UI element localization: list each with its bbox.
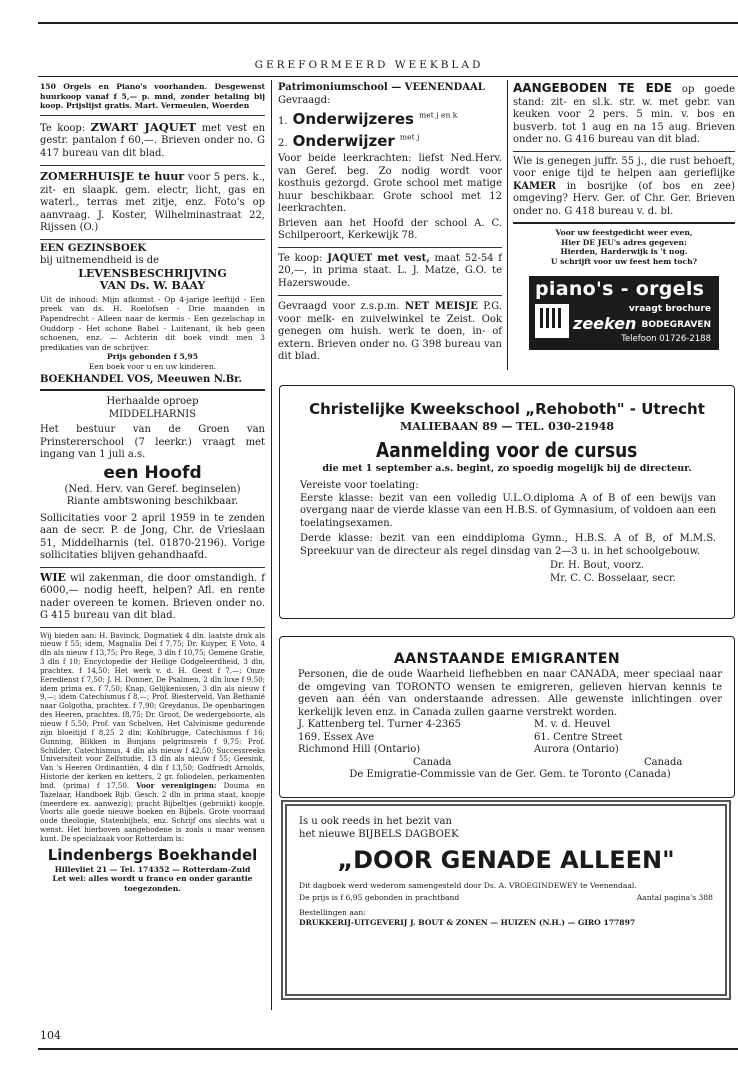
rehoboth-address: MALIEBAAN 89 — TEL. 030-21948 <box>400 420 614 433</box>
divider <box>40 165 265 166</box>
divider <box>40 239 265 240</box>
dagboek-pages: Aantal pagina's 388 <box>636 892 713 902</box>
rehoboth-headline <box>280 437 734 463</box>
piano-tel: Telefoon 01726-2188 <box>621 334 711 345</box>
divider <box>513 222 735 224</box>
zomerhuis-title: ZOMERHUISJE te huur <box>40 170 185 184</box>
dagboek-body <box>287 806 725 927</box>
poem-line: U schrijft voor uw feest hem toch? <box>550 256 698 266</box>
oproep-2: MIDDELHARNIS <box>108 408 197 420</box>
lind-ver-label: Voor verenigingen: <box>136 780 217 790</box>
rehoboth-headline-text: Aanmelding voor de cursus <box>376 438 638 462</box>
poem-line: Hier DE JEU's adres gegeven: <box>561 237 687 247</box>
emigr-footer: De Emigratie-Commissie van de Ger. Gem. te Toronto (Canada) <box>349 769 671 780</box>
pat-i2-num: 2. <box>278 137 288 149</box>
lind-list <box>40 632 265 844</box>
pat-item-2 <box>278 131 502 151</box>
gezin-sub: bij uitnemendheid is de <box>40 255 160 267</box>
gezin-book-1: LEVENSBESCHRIJVING <box>78 266 227 280</box>
piano-sub: vraagt brochure <box>628 304 711 315</box>
emigr-title: AANSTAANDE EMIGRANTEN <box>393 651 621 667</box>
ad-juffrouw <box>513 156 735 219</box>
column-divider-2 <box>507 80 508 370</box>
jaquet-text: met vest en gestr. pantalon f 60,—. Brieven onder no. G 417 bureau van dit blad. <box>40 122 266 159</box>
wie-text: wil zakenman, die door omstandigh. f 6000,— nodig heeft, helpen? Afl. en rente nader overeen te komen. Brieven onder no. G 415 bureau van dit blad. <box>40 572 265 622</box>
ad-net-meisje <box>278 301 502 364</box>
oproep-sol: Sollicitaties voor 2 april 1959 in te zenden aan de secr. P. de Jong, Chr. de Vrieslaan 51, Middelharnis (tel. 01870-2196). Vorige sollicitaties blijven gehandhaafd. <box>40 512 265 562</box>
gezin-title: EEN GEZINSBOEK <box>40 242 147 254</box>
dagboek-compiled: Dit dagboek werd wederom samengesteld door Ds. A. VROEGINDEWEY te Veenendaal. <box>299 881 637 890</box>
gezin-shop: BOEKHANDEL VOS, Meeuwen N.Br. <box>40 373 242 385</box>
divider <box>40 567 265 568</box>
juff-kamer: KAMER <box>513 180 557 192</box>
piano-brand: zeeken <box>573 314 637 334</box>
dagboek-title: „DOOR GENADE ALLEEN" <box>337 846 675 874</box>
ad-patrimonium <box>278 82 502 243</box>
meisje-text: P.G. voor melk- en zuivelwinkel te Zeist. Ook genegen om huish. werk te doen, in- of extern. Brieven onder no. G 398 bureau van dit blad. <box>278 301 502 362</box>
emigr-a2-line: Canada <box>644 756 683 768</box>
zomerhuis-text: voor 5 pers. k., zit- en slaapk. gem. electr, licht, gas en waterl., terras met zitje, enz. Foto's op aanvraag. J. Koster, Wilhelminastraat 22, Rijssen (O.) <box>40 172 265 234</box>
jaquet-title: ZWART JAQUET <box>90 119 197 134</box>
rehoboth-req-label: Vereiste voor toelating: <box>300 480 419 491</box>
piano-title: piano's - orgels <box>535 278 705 301</box>
rehoboth-body <box>280 474 734 585</box>
piano-town: BODEGRAVEN <box>641 320 711 331</box>
meisje-title: NET MEISJE <box>404 301 478 312</box>
lind-foot: Let wel: alles wordt u franco en onder garantie toegezonden. <box>52 874 253 893</box>
oproep-text: Het bestuur van de Groen van Prinstererschool (7 leerkr.) vraagt met ingang van 1 juli a.s. <box>40 424 265 461</box>
column-left <box>40 82 265 894</box>
emigr-address-1 <box>298 719 534 769</box>
pat-i1-num: 1. <box>278 116 288 127</box>
jaq2-title: JAQUET met vest, <box>327 252 430 264</box>
ad-rehoboth <box>279 385 735 619</box>
pat-i2-sub: met j <box>399 132 420 142</box>
emigr-a2-line: 61. Centre Street <box>534 731 623 743</box>
pat-i2: Onderwijzer <box>292 131 395 150</box>
rehoboth-title: Christelijke Kweekschool „Rehoboth" - Utrecht <box>309 400 705 418</box>
pat-text: Voor beide leerkrachten: liefst Ned.Herv. van Geref. beg. Zo nodig wordt voor kosthuis gezorgd. Grote school met matige huur beschikbaar. Grote school met 12 leerkrachten. <box>278 153 502 214</box>
lind-addr: Hillevliet 21 — Tel. 174352 — Rotterdam-Zuid <box>54 864 251 874</box>
ad-gezinsboek <box>40 243 265 386</box>
emigr-address-2 <box>534 719 682 769</box>
page-number: 104 <box>40 1029 61 1042</box>
divider <box>40 389 265 391</box>
emigr-a1-line: 169. Essex Ave <box>298 731 375 743</box>
ad-ede <box>513 82 735 147</box>
piano-keys-icon <box>535 304 569 338</box>
header-rule <box>38 76 738 77</box>
dagboek-l1: Is u ook reeds in het bezit van <box>299 816 452 827</box>
lind-ver-text: Douma en Tazelaar, Handboek Bijb. Gesch. 2 dln in prima staat, koopje (meerdere ex. aanwezig); pracht Bijbeltjes (gebruikt) koopje. Voorts alle goede nieuwe boeken en Bijbels. Grote voorraad oude theologie, Statenbijbels, enz. Schrijf ons slechts wat u wenst. Het hierboven aangebodene is zoals u maar wensen kunt. De specialzaak voor Rotterdam is: <box>40 780 265 843</box>
divider <box>278 295 502 296</box>
divider <box>278 247 502 248</box>
dagboek-order-label: Bestellingen aan: <box>299 908 366 918</box>
pat-item-1 <box>278 109 502 129</box>
column-right <box>513 82 735 350</box>
column-divider-1 <box>271 80 272 370</box>
ad-piano-orgels <box>529 276 719 350</box>
ad-middelharnis <box>40 396 265 563</box>
ad-zwart-jaquet <box>40 121 265 161</box>
running-header: GEREFORMEERD WEEKBLAD <box>254 59 484 71</box>
jaquet-intro: Te koop: <box>40 122 91 134</box>
emigr-body <box>280 667 734 782</box>
lind-name: Lindenbergs Boekhandel <box>47 845 258 864</box>
rehoboth-sig-1: Dr. H. Bout, voorz. <box>550 560 645 571</box>
oproep-big: een Hoofd <box>103 462 202 483</box>
oproep-kerk: (Ned. Herv. van Geref. beginselen) <box>64 483 241 495</box>
divider <box>40 627 265 628</box>
ede-title: AANGEBODEN TE EDE <box>513 81 672 95</box>
dagboek-price-row <box>299 893 713 903</box>
rehoboth-req-1: Eerste klasse: bezit van een volledig U.L.O.diploma A of B of een bewijs van overgang naar de vierde klasse van een H.B.S. of Gymnasium, of voldoen aan een toelatingsexamen. <box>300 492 716 529</box>
emigr-a1-line: Richmond Hill (Ontario) <box>298 744 421 755</box>
rehoboth-sig-2: Mr. C. C. Bosselaar, secr. <box>550 572 676 584</box>
gezin-tag: Een boek voor u en uw kinderen. <box>88 361 217 371</box>
emigr-a1-line: J. Kattenberg tel. Turner 4-2365 <box>298 719 461 730</box>
pat-gevraagd: Gevraagd: <box>278 94 331 106</box>
gezin-price: Prijs gebonden f 5,95 <box>106 352 198 362</box>
pat-i1: Onderwijzeres <box>292 110 414 128</box>
emigr-a1-line: Canada <box>413 756 452 768</box>
divider <box>40 115 265 116</box>
pat-i1-sub: met j en k <box>419 110 458 120</box>
ad-jaquet-vest <box>278 253 502 291</box>
pat-title: Patrimoniumschool — VEENENDAAL <box>278 82 485 93</box>
oproep-1: Herhaalde oproep <box>106 396 199 408</box>
column-middle <box>278 82 502 364</box>
bottom-rule <box>38 1048 738 1050</box>
ad-organs: 150 Orgels en Piano's voorhanden. Desgewenst huurkoop vanaf f 5,— p. mnd, zonder betaling bij koop. Prijslijst gratis. Mart. Vermeulen, Woerden <box>40 82 265 111</box>
ad-lindenberg <box>40 632 265 894</box>
emigr-a2-line: M. v. d. Heuvel <box>534 719 611 730</box>
emigr-addresses <box>298 719 722 769</box>
column-divider-left <box>271 370 272 1010</box>
ad-emigranten <box>279 636 735 798</box>
emigr-text: Personen, die de oude Waarheid liefhebben en naar CANADA, meer speciaal naar de omgeving van TORONTO wensen te emigreren, gelieven hiervan kennis te geven aan één van onderstaande adressen. Alle gewenste inlichtingen over kerkelijk leven enz. in Canada zullen gaarne verstrekt worden. <box>298 669 722 718</box>
gezin-book-2: VAN Ds. W. BAAY <box>99 279 206 293</box>
wie-lead: WIE <box>40 570 66 584</box>
divider <box>513 151 735 152</box>
ad-feestgedicht <box>513 228 735 266</box>
ad-wie <box>40 572 265 623</box>
meisje-intro: Gevraagd voor z.s.p.m. <box>278 301 405 312</box>
pat-brieven: Brieven aan het Hoofd der school A. C. Schilperoort, Kerkewijk 78. <box>278 217 502 241</box>
poem-line: Voor uw feestgedicht weer even, <box>555 228 693 237</box>
lind-list-text: Wij bieden aan: H. Bavinck, Dogmatiek 4 dln. laatste druk als nieuw f 55; idem, Magnalia Dei f 7,75; Dr. Kuyper, E Voto, 4 dln als nieuw f 13,75; Pro Rege, 3 dln f 10,75; Gemene Gratie, 3 dln f 10; Encyclopedie der Heilige Godgeleerdheid, 3 dln, prachtex. f 14,50; Het werk v. d. H. Geest f 7,—; Onze Eeredienst f 7,50; J. H. Donner, De Psalmen, 2 dln luxe f 9,50; idem prima ex. f 7,50; Knap, Gelijkenissen, 3 dln als nieuw f 9,—; idem Catechismus f 8,—; Prof. Biesterveld, Van Bethanië naar Golgotha, prachtex. f 7,90; Greydanus, De openbaringen des Heeren, prachtex. f8,75; Dr. Groot, De wedergeboorte, als nieuw f 5,50; Prof. van Schelven, Het Calvinisme gedurende zijn bloeitijd f 8,25 2 dln; Kohlbrugge, Catechismus f 16; Gunning, Blikken in Bunjans pelgrimsreis f 9,75; Prof. Schilder, Catechismus, 4 dln als nieuw f 42,50; Successreeks Universiteit voor Zelfstudie, 13 dln als nieuw f 55; Geesink, Van 's Heeren Ordinantiën, 4 dln f 13,50; Godfriedt Arnolds, Historie der kerken en ketters, 2 gr. foliodelen, perkamenten bnd. (prima) f 17,50. <box>40 630 265 790</box>
rehoboth-req-2: Derde klasse: bezit van een einddiploma Gymn., H.B.S. A of B, of M.M.S. Spreekuur van de directeur als regel dinsdag van 2—3 u. in het schoolgebouw. <box>300 533 716 557</box>
dagboek-price: De prijs is f 6,95 gebonden in prachtband <box>299 892 460 902</box>
top-rule <box>38 22 738 24</box>
ad-zomerhuisje <box>40 171 265 235</box>
juff-text-2: in bosrijke (of bos en zee) omgeving? Herv. Ger. of Chr. Ger. Brieven onder no. G 418 bureau v. d. bl. <box>513 180 735 217</box>
poem-line: Hierden, Harderwijk is 't nog. <box>560 247 688 257</box>
ad-dagboek <box>281 800 731 1000</box>
gezin-contents: Uit de inhoud: Mijn afkomst - Op 4-jarige leeftijd - Een preek van ds. H. Roelofsen - Drie maanden in Papendrecht - Alleen naar de kermis - Een gezelschap in Ouddorp - Het schone Babel - Luitenant, ik heb geen schoenen, enz. — Achterin dit boek vindt men 3 predikaties van de schrijver. <box>40 294 265 352</box>
dagboek-l2: het nieuwe BIJBELS DAGBOEK <box>299 828 459 840</box>
emigr-a2-line: Aurora (Ontario) <box>534 744 619 755</box>
rehoboth-sub: die met 1 september a.s. begint, zo spoedig mogelijk bij de directeur. <box>322 463 692 474</box>
jaq2-intro: Te koop: <box>278 252 328 264</box>
juff-text-1: Wie is genegen juffr. 55 j., die rust behoeft, voor enige tijd te helpen aan gerieflijke <box>513 155 735 179</box>
jaq2-text: maat 52-54 f 20,—, in prima staat. L. J. Matze, G.O. te Hazerswoude. <box>278 252 502 289</box>
dagboek-publisher: DRUKKERIJ-UITGEVERIJ J. BOUT & ZONEN — HUIZEN (N.H.) — GIRO 177897 <box>299 917 636 927</box>
oproep-woning: Riante ambtswoning beschikbaar. <box>66 496 239 508</box>
ede-text: op goede stand: zit- en sl.k. str. w. met gebr. van keuken voor 2 pers. 5 min. v. bos en busverb. tot 1 aug en na 15 aug. Brieven onder no. G 416 bureau van dit blad. <box>513 84 735 145</box>
